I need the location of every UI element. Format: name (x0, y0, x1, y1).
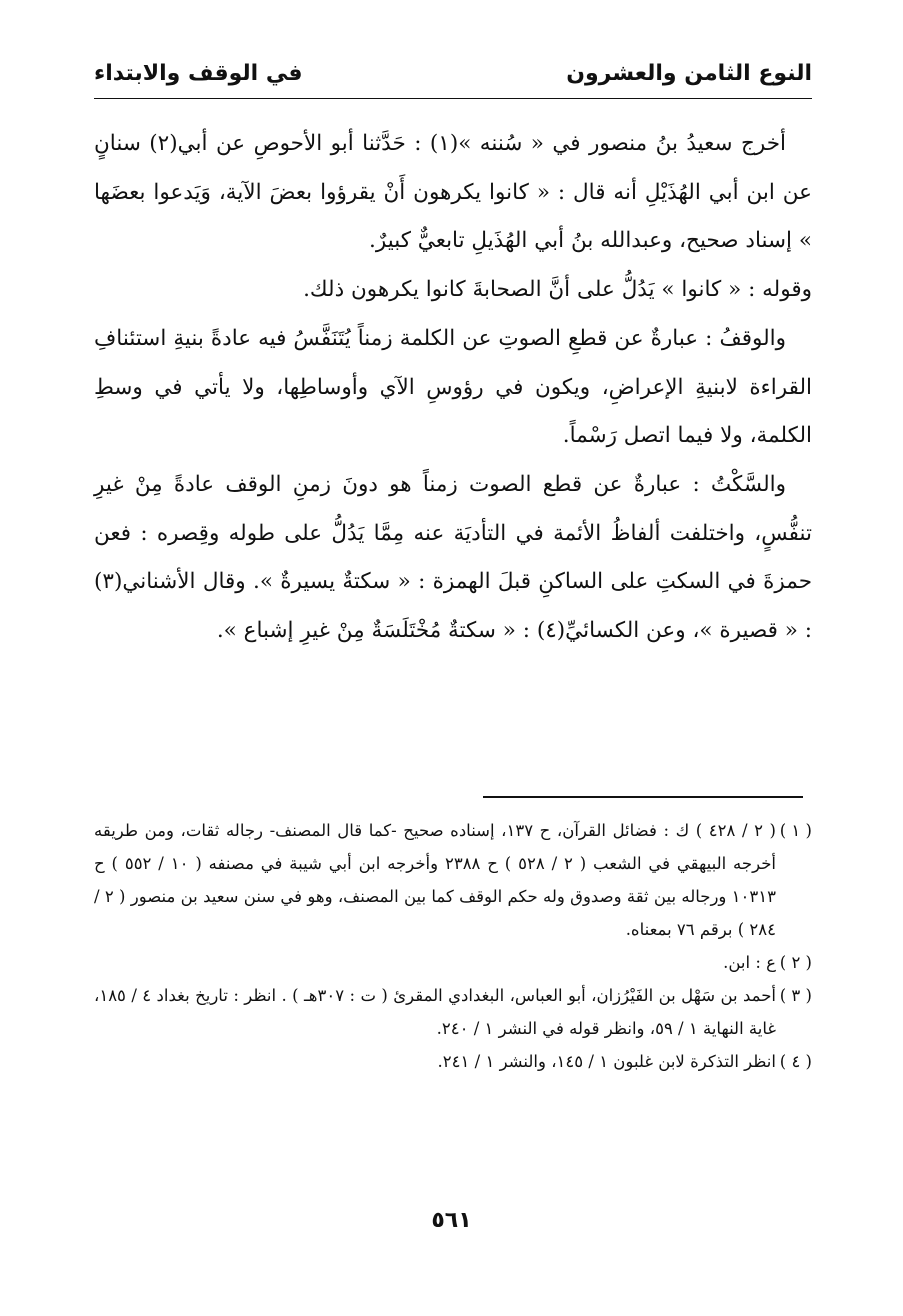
footnote-3 (94, 979, 812, 1045)
section-title: في الوقف والابتداء (94, 60, 303, 86)
header-divider (94, 98, 812, 99)
footnote-number: ( ٣ ) (779, 986, 812, 1005)
footnote-number: ( ٢ ) (779, 953, 812, 972)
footnotes (94, 814, 812, 1078)
running-header (94, 52, 812, 94)
footnote-number: ( ١ ) (779, 821, 812, 840)
footnote-text: انظر التذكرة لابن غلبون ١ / ١٤٥، والنشر ١ / ٢٤١. (437, 1052, 776, 1071)
page-number: ٥٦١ (431, 1208, 472, 1233)
footnote-2 (94, 946, 812, 979)
footnote-divider (483, 796, 803, 798)
paragraph-2: وقوله : « كانوا » يَدُلُّ على أنَّ الصحابةَ كانوا يكرهون ذلك. (303, 277, 812, 303)
footnote-text: ( ٢ / ٤٢٨ ) ك : فضائل القرآن، ح ١٣٧، إسناده صحيح -كما قال المصنف- رجاله ثقات، ومن طريقه أخرجه البيهقي في الشعب ( ٢ / ٥٢٨ ) ح ٢٣٨٨ وأخرجه ابن أبي شيبة في مصنفه ( ١٠ / ٥٥٢ ) ح ١٠٣١٣ ورجاله بين ثقة وصدوق وله حكم الوقف كما بين المصنف، وهو في سنن سعيد بن منصور ( ٢ / ٢٨٤ ) برقم ٧٦ بمعناه. (94, 821, 776, 939)
main-text (94, 120, 812, 656)
footnote-number: ( ٤ ) (779, 1052, 812, 1071)
chapter-title: النوع الثامن والعشرون (566, 60, 812, 86)
footnote-text: أحمد بن سَهْل بن الفَيْرُزان، أبو العباس، البغدادي المقرئ ( ت : ٣٠٧هـ ) . انظر : تاريخ بغداد ٤ / ١٨٥، غاية النهاية ١ / ٥٩، وانظر قوله في النشر ١ / ٢٤٠. (94, 986, 776, 1038)
footnote-4 (94, 1045, 812, 1078)
paragraph-4: والسَّكْتُ : عبارةٌ عن قطع الصوت زمناً هو دونَ زمنِ الوقف عادةً مِنْ غيرِ تنفُّسٍ، واختلفت ألفاظُ الأئمة في التأديَة عنه مِمَّا يَدُلُّ على طوله وقِصره : فعن حمزةَ في السكتِ على الساكنِ قبلَ الهمزة : « سكتةٌ يسيرةٌ ». وقال الأشناني(٣) : « قصيرة »، وعن الكسائيِّ(٤) : « سكتةٌ مُخْتَلَسَةٌ مِنْ غيرِ إشباع ». (94, 471, 812, 644)
footnote-text: ع : ابن. (723, 953, 776, 972)
paragraph-1: أخرج سعيدُ بنُ منصور في « سُننه »(١) : حَدَّثنا أبو الأحوصِ عن أبي(٢) سنانٍ عن ابن أبي الهُذَيْلِ أنه قال : « كانوا يكرهون أَنْ يقرؤوا بعضَ الآية، وَيَدعوا بعضَها » إسناد صحيح، وعبدالله بنُ أبي الهُذَيلِ تابعيٌّ كبيرٌ. (94, 131, 812, 254)
paragraph-3: والوقفُ : عبارةٌ عن قطعِ الصوتِ عن الكلمة زمناً يُتَنَفَّسُ فيه عادةً بنيةِ استئنافِ القراءة لابنيةِ الإعراضِ، ويكون في رؤوسِ الآي وأوساطِها، ولا يأتي في وسطِ الكلمة، ولا فيما اتصل رَسْماً. (94, 325, 812, 449)
footnote-1 (94, 814, 812, 946)
